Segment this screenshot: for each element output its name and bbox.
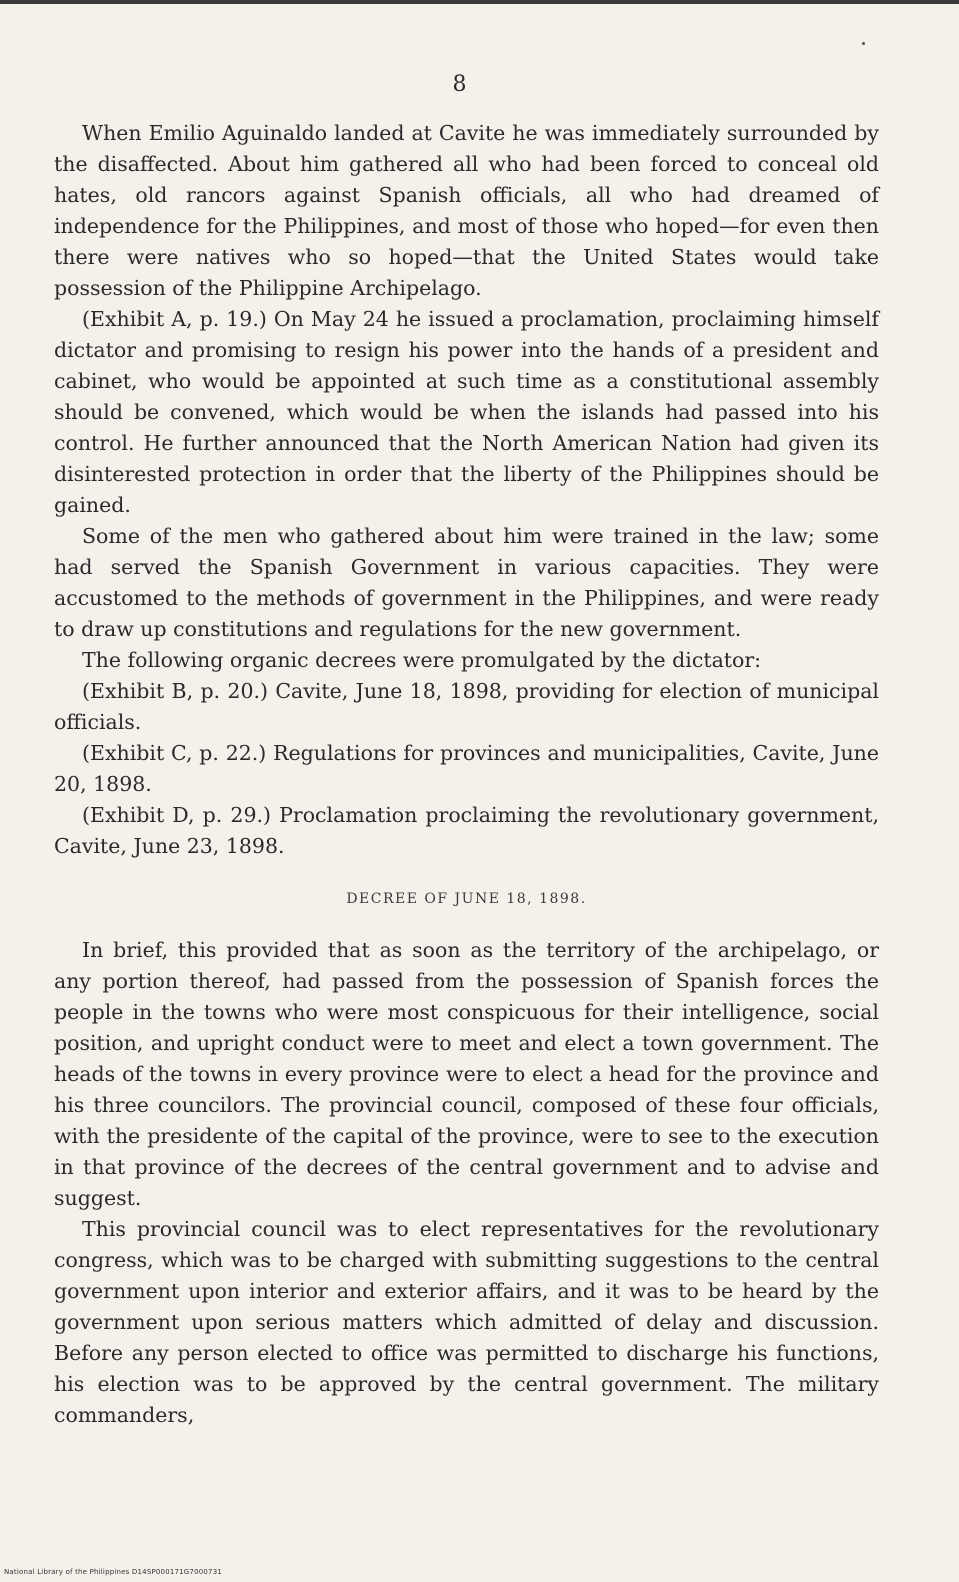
- footer-attribution: National Library of the Philippines D14SP000171G7000731: [4, 1568, 223, 1576]
- section-paragraph-2: This provincial council was to elect representatives for the revolutionary congress, which was to be charged with submitting suggestions to the central government upon interior and exterior affairs, and it was to be heard by the government upon serious matters which admitted of delay and discussion. Before any person elected to office was permitted to discharge his functions, his election was to be approved by the central government. The military commanders,: [54, 1217, 879, 1427]
- paragraph-6: (Exhibit C, p. 22.) Regulations for provinces and municipalities, Cavite, June 20, 1898.: [54, 741, 879, 796]
- paragraph-3: Some of the men who gathered about him were trained in the law; some had served the Spanish Government in various capacities. They were accustomed to the methods of government in the Philippines, and were ready to draw up constitutions and regulations for the new government.: [54, 524, 879, 641]
- paragraph-2: (Exhibit A, p. 19.) On May 24 he issued a proclamation, proclaiming himself dictator and promising to resign his power into the hands of a president and cabinet, who would be appointed at such time as a constitutional assembly should be convened, which would be when the islands had passed into his control. He further announced that the North American Nation had given its disinterested protection in order that the liberty of the Philippines should be gained.: [54, 307, 879, 517]
- body-text: [54, 118, 879, 1431]
- paragraph-1: When Emilio Aguinaldo landed at Cavite he was immediately surrounded by the disaffected. About him gathered all who had been forced to conceal old hates, old rancors against Spanish officials, all who had dreamed of independence for the Philippines, and most of those who hoped—for even then there were natives who so hoped—that the United States would take possession of the Philippine Archipelago.: [54, 121, 879, 300]
- section-heading: DECREE OF JUNE 18, 1898.: [346, 891, 587, 907]
- paragraph-4: The following organic decrees were promulgated by the dictator:: [82, 648, 762, 672]
- scan-speck: [862, 42, 865, 45]
- section-paragraph-1: In brief, this provided that as soon as the territory of the archipelago, or any portion thereof, had passed from the possession of Spanish forces the people in the towns who were most conspicuous for their intelligence, social position, and upright conduct were to meet and elect a town government. The heads of the towns in every province were to elect a head for the province and his three councilors. The provincial council, composed of these four officials, with the presidente of the capital of the province, were to see to the execution in that province of the decrees of the central government and to advise and suggest.: [54, 938, 879, 1210]
- paragraph-7: (Exhibit D, p. 29.) Proclamation proclaiming the revolutionary government, Cavite, June 23, 1898.: [54, 803, 879, 858]
- page-number: 8: [452, 72, 468, 97]
- paragraph-5: (Exhibit B, p. 20.) Cavite, June 18, 1898, providing for election of municipal officials.: [54, 679, 879, 734]
